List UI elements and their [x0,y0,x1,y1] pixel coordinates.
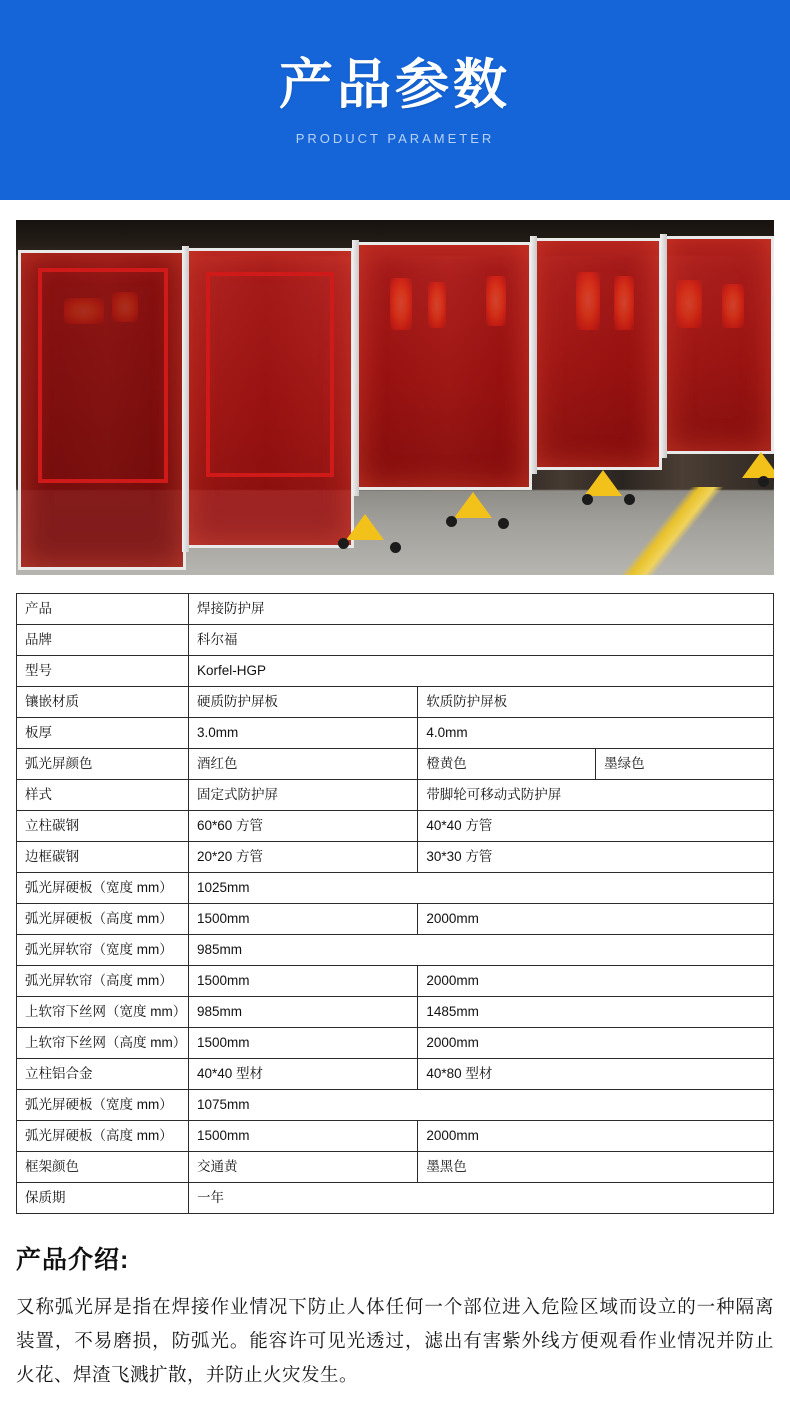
spec-value-cell: 1500mm [189,904,418,935]
table-row [17,904,774,935]
welding-screen-panel [532,238,662,470]
table-row [17,594,774,625]
caster-wheel-icon [758,476,769,487]
table-row [17,1028,774,1059]
spec-label-cell: 弧光屏硬板（宽度 mm） [17,1090,189,1121]
spec-value-cell: Korfel-HGP [189,656,774,687]
spec-value-cell: 2000mm [418,966,774,997]
inner-red-frame [38,268,168,483]
spec-label-cell: 产品 [17,594,189,625]
spec-value-cell: 60*60 方管 [189,811,418,842]
table-row [17,966,774,997]
spec-value-cell: 软质防护屏板 [418,687,774,718]
spec-label-cell: 保质期 [17,1183,189,1214]
page-banner [0,0,790,200]
spec-value-cell: 2000mm [418,1028,774,1059]
spec-label-cell: 弧光屏软帘（高度 mm） [17,966,189,997]
table-row [17,718,774,749]
spec-value-cell: 酒红色 [189,749,418,780]
spec-value-cell: 墨绿色 [596,749,774,780]
spec-value-cell: 一年 [189,1183,774,1214]
spec-value-cell: 1500mm [189,966,418,997]
spec-value-cell: 2000mm [418,904,774,935]
spec-value-cell: 硬质防护屏板 [189,687,418,718]
spec-value-cell: 1485mm [418,997,774,1028]
spec-value-cell: 1075mm [189,1090,774,1121]
screen-base-foot [454,492,492,518]
spec-label-cell: 弧光屏软帘（宽度 mm） [17,935,189,966]
table-row [17,625,774,656]
table-row [17,811,774,842]
spec-label-cell: 立柱铝合金 [17,1059,189,1090]
caster-wheel-icon [582,494,593,505]
table-row [17,1183,774,1214]
spec-value-cell: 1025mm [189,873,774,904]
product-spec-table [16,593,774,1214]
table-row [17,873,774,904]
spec-label-cell: 弧光屏硬板（高度 mm） [17,1121,189,1152]
caster-wheel-icon [498,518,509,529]
caster-wheel-icon [624,494,635,505]
caster-wheel-icon [338,538,349,549]
screen-post [182,246,189,552]
spec-value-cell: 2000mm [418,1121,774,1152]
page-subtitle: PRODUCT PARAMETER [295,130,495,146]
spec-label-cell: 上软帘下丝网（宽度 mm） [17,997,189,1028]
intro-body: 又称弧光屏是指在焊接作业情况下防止人体任何一个部位进入危险区域而设立的一种隔离装置，不易磨损，防弧光。能容许可见光透过，滤出有害紫外线方便观看作业情况并防止火花、焊渣飞溅扩散，并防止火灾发生。 [16,1296,774,1385]
spec-value-cell: 橙黄色 [418,749,596,780]
screen-post [660,234,667,458]
spec-label-cell: 立柱碳钢 [17,811,189,842]
bottom-spacer [0,1392,790,1414]
spec-value-cell: 1500mm [189,1121,418,1152]
spec-label-cell: 板厚 [17,718,189,749]
welding-screen-panel [662,236,774,454]
spec-label-cell: 型号 [17,656,189,687]
spec-value-cell: 墨黑色 [418,1152,774,1183]
spec-value-cell: 20*20 方管 [189,842,418,873]
product-intro-section [16,1240,774,1392]
table-row [17,997,774,1028]
photo-background [16,220,774,575]
spec-value-cell: 科尔福 [189,625,774,656]
spec-table-body [17,594,774,1214]
spec-value-cell: 985mm [189,935,774,966]
spec-value-cell: 带脚轮可移动式防护屏 [418,780,774,811]
intro-heading: 产品介绍: [16,1246,130,1274]
spec-label-cell: 弧光屏颜色 [17,749,189,780]
spec-value-cell: 40*40 型材 [189,1059,418,1090]
spec-value-cell: 4.0mm [418,718,774,749]
welding-screen-panel [354,242,532,490]
table-row [17,1059,774,1090]
screen-base-foot [346,514,384,540]
table-row [17,1152,774,1183]
table-row [17,842,774,873]
inner-red-frame [206,272,334,477]
table-row [17,780,774,811]
spec-value-cell: 40*40 方管 [418,811,774,842]
spec-value-cell: 焊接防护屏 [189,594,774,625]
spec-label-cell: 上软帘下丝网（高度 mm） [17,1028,189,1059]
spec-value-cell: 40*80 型材 [418,1059,774,1090]
caster-wheel-icon [390,542,401,553]
spec-label-cell: 框架颜色 [17,1152,189,1183]
screen-base-foot [584,470,622,496]
table-row [17,749,774,780]
table-row [17,687,774,718]
spec-label-cell: 弧光屏硬板（高度 mm） [17,904,189,935]
spec-value-cell: 交通黄 [189,1152,418,1183]
screen-post [530,236,537,474]
table-row [17,656,774,687]
spec-label-cell: 品牌 [17,625,189,656]
table-row [17,1090,774,1121]
product-photo [16,220,774,575]
page-title: 产品参数 [279,55,511,116]
spec-label-cell: 镶嵌材质 [17,687,189,718]
spec-value-cell: 3.0mm [189,718,418,749]
spec-label-cell: 边框碳钢 [17,842,189,873]
spec-value-cell: 985mm [189,997,418,1028]
spec-table-container [16,593,774,1214]
caster-wheel-icon [446,516,457,527]
screen-base-foot [742,452,774,478]
screen-post [352,240,359,496]
spec-value-cell: 30*30 方管 [418,842,774,873]
spec-label-cell: 弧光屏硬板（宽度 mm） [17,873,189,904]
table-row [17,935,774,966]
table-row [17,1121,774,1152]
spec-value-cell: 固定式防护屏 [189,780,418,811]
spec-value-cell: 1500mm [189,1028,418,1059]
spec-label-cell: 样式 [17,780,189,811]
